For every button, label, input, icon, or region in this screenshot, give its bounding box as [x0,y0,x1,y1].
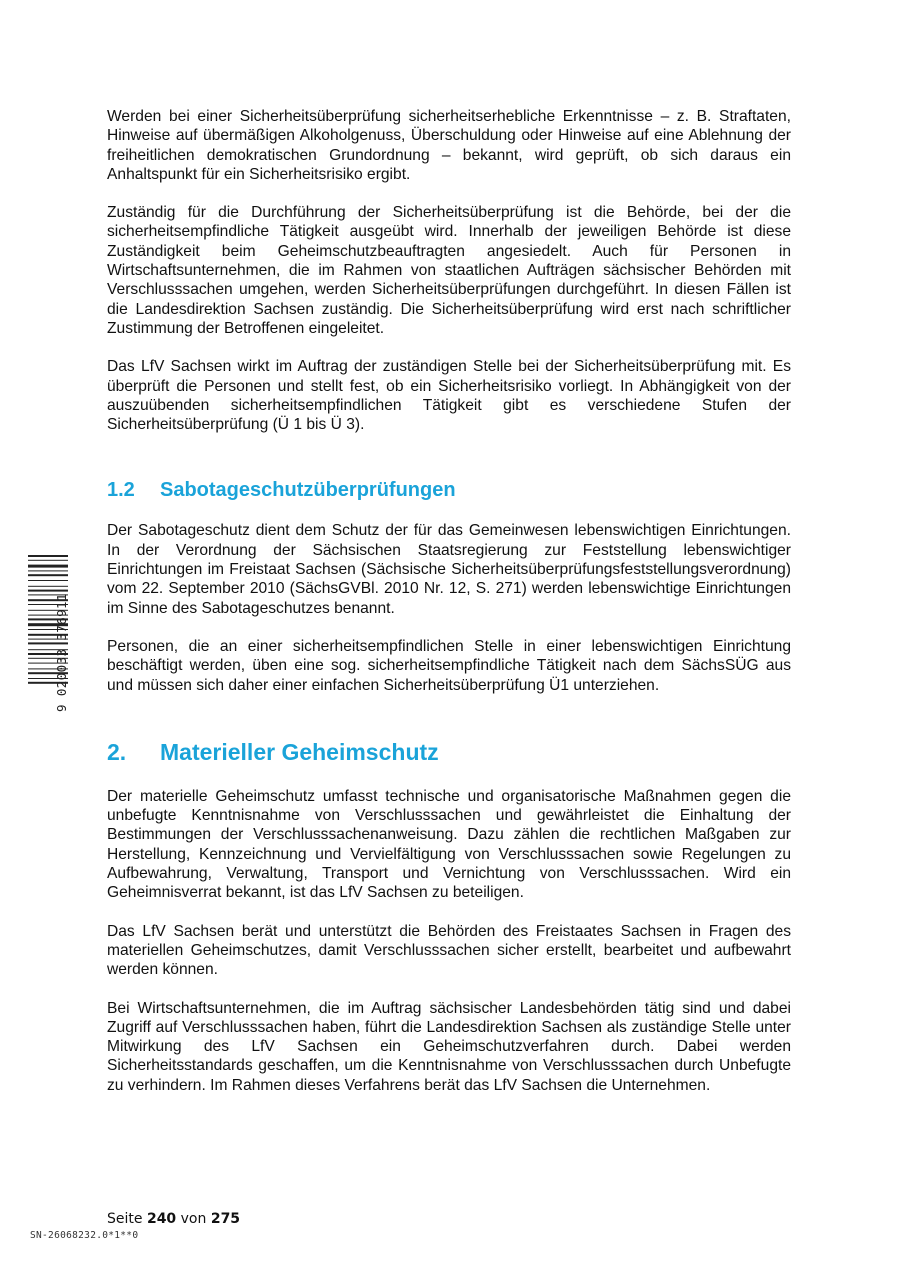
paragraph-sabotage-protection: Der Sabotageschutz dient dem Schutz der für das Gemeinwesen lebenswichtigen Einrichtungen. In der Verordnung der Sächsischen Staatsregierung zur Feststellung lebenswichtiger Einrichtungen im Freistaat Sachsen (Sächsische Sicherheitsüberprüfungsfeststellungsverordnung) vom 22. September 2010 (SächsGVBl. 2010 Nr. 12, S. 271) werden lebenswichtige Einrichtungen im Sinne des Sabotageschutzes benannt. [107,522,791,617]
paragraph-responsibility: Zuständig für die Durchführung der Sicherheitsüberprüfung ist die Behörde, bei der die sicherheitsempfindliche Tätigkeit ausgeübt wird. Innerhalb der jeweiligen Behörde ist diese Zuständigkeit beim Geheimschutzbeauftragten angesiedelt. Auch für Personen in Wirtschaftsunternehmen, die im Rahmen von staatlichen Aufträgen sächsischer Behörden mit Verschlusssachen umgehen, werden Sicherheitsüberprüfungen durchgeführt. In diesen Fällen ist die Landesdirektion Sachsen zuständig. Die Sicherheitsüberprüfung wird erst nach schriftlicher Zustimmung der Betroffenen eingeleitet. [107,204,791,337]
section-title: Sabotageschutzüberprüfungen [160,479,456,502]
paragraph-sabotage-persons: Personen, die an einer sicherheitsempfindlichen Stelle in einer lebenswichtigen Einrichtung beschäftigt werden, üben eine sog. sicherheitsempfindliche Tätigkeit nach dem SächsSÜG aus und müssen sich daher einer einfachen Sicherheitsüberprüfung Ü1 unterziehen. [107,637,791,694]
page-current: 240 [146,1211,177,1227]
paragraph-material-definition: Der materielle Geheimschutz umfasst technische und organisatorische Maßnahmen gegen die unbefugte Kenntnisnahme von Verschlusssachen und gewährleistet die Einhaltung der Bestimmungen der Verschlusssachenanweisung. Dazu zählen die rechtlichen Maßgaben zur Herstellung, Kennzeichnung und Vervielfältigung von Verschlusssachen sowie Regelungen zu Aufbewahrung, Verwaltung, Transport und Vernichtung von Verschlusssachen. Wird ein Geheimnisverrat bekannt, ist das LfV Sachsen zu beteiligen. [107,787,791,902]
paragraph-material-support: Das LfV Sachsen berät und unterstützt die Behörden des Freistaates Sachsen in Fragen des materiellen Geheimschutzes, damit Verschlusssachen sicher erstellt, bearbeitet und aufbewahrt werden können. [107,922,791,979]
paragraph-material-companies: Bei Wirtschaftsunternehmen, die im Auftrag sächsischer Landesbehörden tätig sind und dabei Zugriff auf Verschlusssachen haben, führt die Landesdirektion Sachsen als zuständige Stelle unter Mitwirkung des LfV Sachsen ein Geheimschutzverfahren durch. Dabei werden Sicherheitsstandards geschaffen, um die Kenntnisnahme von Verschlusssachen durch Unbefugte zu verhindern. Im Rahmen dieses Verfahrens berät das LfV Sachsen die Unternehmen. [107,999,791,1094]
barcode-bar [28,574,68,576]
section-number: 1.2 [107,479,135,502]
barcode-bar [28,590,68,592]
section-heading-sabotage [107,478,791,502]
barcode-bar [28,586,68,587]
page-number [107,1211,240,1227]
page-separator: von [180,1211,207,1227]
barcode-digits: 9 020033 376911 [54,593,69,712]
section-heading-material-secrecy [107,738,791,766]
paragraph-security-findings: Werden bei einer Sicherheitsüberprüfung sicherheitserhebliche Erkenntnisse – z. B. Straftaten, Hinweise auf übermäßigen Alkoholgenuss, Überschuldung oder Hinweise auf eine Ablehnung der freiheitlichen demokratischen Grundordnung – bekannt, wird geprüft, ob sich daraus ein Anhaltspunkt für ein Sicherheitsrisiko ergibt. [107,108,791,183]
page-total: 275 [210,1211,241,1227]
paragraph-lfv-role: Das LfV Sachsen wirkt im Auftrag der zuständigen Stelle bei der Sicherheitsüberprüfung mit. Es überprüft die Personen und stellt fest, ob ein Sicherheitsrisiko vorliegt. In Abhängigkeit von der auszuübenden sicherheitsempfindlichen Tätigkeit gibt es verschiedene Stufen der Sicherheitsüberprüfung (Ü 1 bis Ü 3). [107,358,791,434]
document-code: SN-26068232.0*1**0 [30,1230,139,1241]
page-body [107,107,791,1114]
barcode-bar [28,560,68,561]
barcode-bar [28,555,68,557]
barcode-bar [28,570,68,571]
barcode-bar [28,565,68,568]
section-number: 2. [107,738,127,765]
page-prefix: Seite [107,1211,143,1227]
section-title: Materieller Geheimschutz [160,738,439,765]
barcode-bar [28,580,68,581]
